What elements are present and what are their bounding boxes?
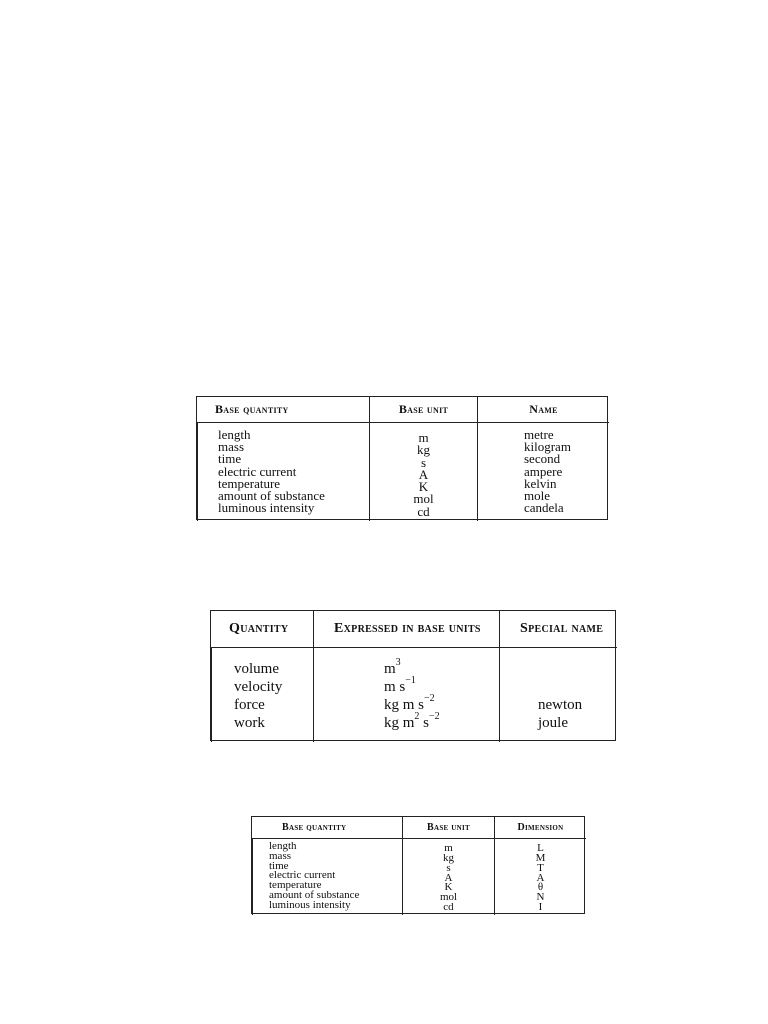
cell-special-name: joule bbox=[538, 715, 568, 731]
cell-base-units: $m^3$ bbox=[384, 657, 401, 677]
cell-base-units: kg m $s^{-2}$ bbox=[384, 693, 435, 713]
header-base-unit: Base unit bbox=[402, 817, 494, 839]
cell-unit: kg bbox=[417, 442, 430, 458]
cell-name: kilogram bbox=[524, 439, 571, 455]
cell-unit: m bbox=[418, 430, 429, 446]
cell-quantity: mass bbox=[218, 439, 244, 455]
header-base-quantity: Base quantity bbox=[252, 817, 402, 839]
column-dimension bbox=[494, 839, 586, 915]
cell-name: kelvin bbox=[524, 475, 557, 491]
cell-quantity: electric current bbox=[218, 463, 297, 479]
cell-unit: A bbox=[418, 466, 429, 482]
cell-dimension: T bbox=[537, 861, 544, 874]
cell-base-units: m $s^{-1}$ bbox=[384, 675, 416, 695]
base-units-table bbox=[196, 396, 608, 520]
cell-name: metre bbox=[524, 427, 554, 442]
cell-name: candela bbox=[524, 500, 564, 516]
derived-units-table bbox=[210, 610, 616, 741]
cell-quantity: velocity bbox=[234, 679, 283, 695]
column-base-quantity bbox=[252, 839, 402, 915]
column-quantity bbox=[211, 648, 313, 742]
cell-unit: mol bbox=[413, 491, 434, 507]
cell-dimension: I bbox=[538, 900, 543, 913]
cell-quantity: time bbox=[269, 859, 289, 872]
header-name: Name bbox=[477, 397, 609, 423]
column-special-name bbox=[499, 648, 617, 742]
cell-dimension: A bbox=[536, 871, 545, 884]
cell-quantity: length bbox=[269, 840, 297, 852]
cell-quantity: temperature bbox=[218, 475, 281, 491]
header-special-name: Special name bbox=[499, 611, 617, 648]
header-base-quantity: Base quantity bbox=[197, 397, 369, 423]
cell-unit: cd bbox=[443, 900, 454, 913]
cell-quantity: luminous intensity bbox=[269, 898, 351, 911]
cell-quantity: force bbox=[234, 697, 265, 713]
cell-quantity: luminous intensity bbox=[218, 500, 315, 516]
column-base-unit bbox=[402, 839, 494, 915]
cell-special-name bbox=[538, 678, 617, 696]
cell-unit: s bbox=[446, 861, 451, 874]
dimensions-table bbox=[251, 816, 585, 914]
cell-unit: A bbox=[444, 871, 453, 884]
cell-quantity: time bbox=[218, 451, 242, 467]
column-name bbox=[477, 423, 609, 521]
cell-quantity: mass bbox=[269, 849, 291, 862]
cell-quantity: amount of substance bbox=[218, 488, 325, 504]
cell-quantity: length bbox=[218, 427, 251, 442]
cell-unit: mol bbox=[439, 891, 458, 904]
cell-unit: K bbox=[418, 479, 429, 495]
cell-quantity: electric current bbox=[269, 869, 336, 882]
cell-name: second bbox=[524, 451, 561, 467]
cell-quantity: volume bbox=[234, 661, 279, 677]
column-base-quantity bbox=[197, 423, 369, 521]
cell-dimension: θ bbox=[537, 881, 544, 894]
header-base-unit: Base unit bbox=[369, 397, 477, 423]
cell-unit: s bbox=[420, 454, 427, 470]
cell-unit: cd bbox=[417, 503, 430, 519]
column-base-units bbox=[313, 648, 499, 742]
cell-special-name: newton bbox=[538, 697, 583, 713]
header-expressed-in-base-units: Expressed in base units bbox=[313, 611, 499, 648]
header-dimension: Dimension bbox=[494, 817, 586, 839]
cell-unit: K bbox=[444, 881, 453, 894]
cell-base-units: kg $m^2$ $s^{-2}$ bbox=[384, 711, 440, 731]
cell-unit: m bbox=[444, 842, 453, 855]
cell-quantity: work bbox=[234, 715, 265, 731]
cell-dimension: M bbox=[535, 852, 546, 864]
cell-name: ampere bbox=[524, 463, 563, 479]
cell-special-name bbox=[538, 660, 617, 678]
cell-quantity: amount of substance bbox=[269, 888, 360, 901]
cell-unit: kg bbox=[443, 852, 454, 864]
cell-dimension: N bbox=[536, 891, 545, 904]
column-base-unit bbox=[369, 423, 477, 521]
cell-dimension: L bbox=[537, 842, 544, 855]
cell-name: mole bbox=[524, 488, 550, 504]
cell-quantity: temperature bbox=[269, 879, 322, 892]
header-quantity: Quantity bbox=[211, 611, 313, 648]
